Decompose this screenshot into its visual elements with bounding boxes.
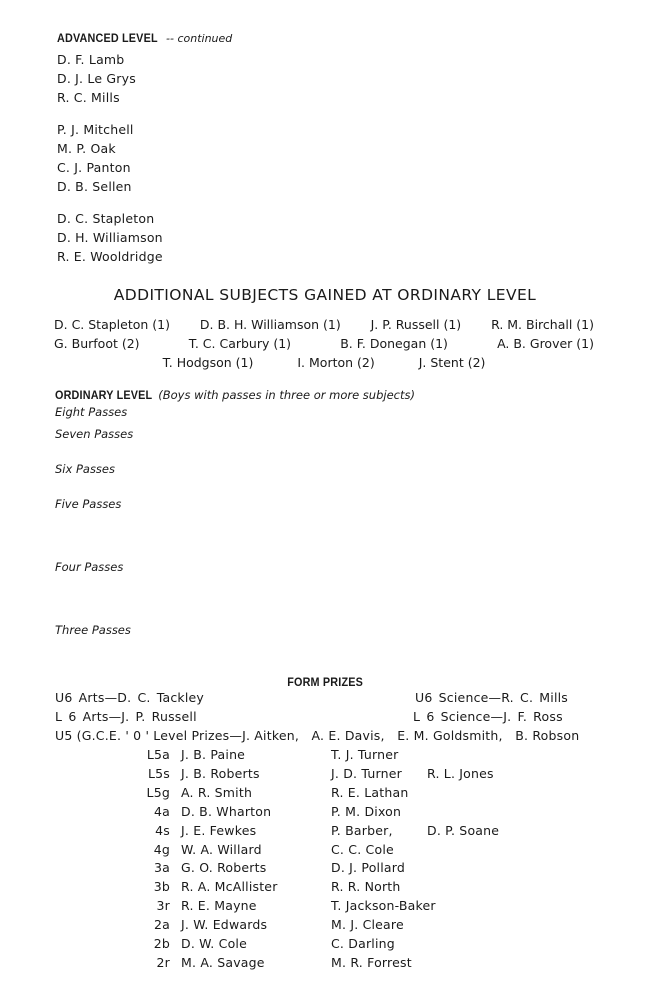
table-cell: J. B. Paine: [181, 747, 246, 762]
form-label: 4g: [153, 842, 170, 857]
list-item: G. Burfoot (2): [54, 336, 140, 351]
prize-u6-arts: U6 Arts—D. C. Tackley: [55, 690, 205, 705]
form-label: 3a: [153, 860, 170, 875]
ordinary-level-note: (Boys with passes in three or more subjects): [158, 388, 415, 402]
form-label: 3b: [153, 879, 170, 894]
category-three-passes: Three Passes: [55, 623, 131, 637]
form-prizes-heading-wrap: [0, 671, 650, 690]
table-cell: D. P. Soane: [427, 823, 500, 838]
prize-l6-arts: L 6 Arts—J. P. Russell: [55, 709, 197, 724]
advanced-level-heading: ADVANCED LEVEL -- continued: [57, 31, 233, 45]
list-item: A. B. Grover (1): [497, 336, 594, 351]
list-item: D. B. Sellen: [57, 179, 132, 194]
list-item: B. F. Donegan (1): [340, 336, 448, 351]
form-label: L5g: [146, 785, 170, 800]
table-cell: T. J. Turner: [331, 747, 399, 762]
list-item: D. C. Stapleton: [57, 211, 155, 226]
table-cell: M. A. Savage: [181, 955, 265, 970]
table-cell: M. R. Forrest: [331, 955, 412, 970]
table-cell: R. R. North: [331, 879, 401, 894]
ordinary-level-heading: ORDINARY LEVEL (Boys with passes in three or more subjects): [55, 388, 415, 402]
form-label: 4s: [155, 823, 170, 838]
list-item: C. J. Panton: [57, 160, 131, 175]
list-item: T. C. Carbury (1): [188, 336, 292, 351]
table-cell: R. E. Lathan: [331, 785, 409, 800]
table-cell: R. E. Mayne: [181, 898, 257, 913]
continued-label: -- continued: [166, 32, 233, 45]
prize-l6-science: L 6 Science—J. F. Ross: [413, 709, 563, 724]
table-cell: P. Barber,: [331, 823, 393, 838]
form-label: 3r: [156, 898, 170, 913]
table-cell: J. B. Roberts: [181, 766, 260, 781]
table-cell: C. Darling: [331, 936, 395, 951]
table-cell: G. O. Roberts: [181, 860, 267, 875]
table-cell: D. J. Pollard: [331, 860, 406, 875]
table-cell: A. R. Smith: [181, 785, 253, 800]
category-four-passes: Four Passes: [55, 560, 124, 574]
table-cell: C. C. Cole: [331, 842, 394, 857]
list-item: T. Hodgson (1): [162, 355, 254, 370]
table-cell: P. M. Dixon: [331, 804, 402, 819]
additional-row-3: [54, 355, 594, 370]
list-item: D. J. Le Grys: [57, 71, 136, 86]
prize-u5-gce: U5 (G.C.E. ' 0 ' Level Prizes—J. Aitken, A. E. Davis, E. M. Goldsmith, B. Robson: [55, 728, 580, 743]
table-cell: D. W. Cole: [181, 936, 247, 951]
table-cell: J. E. Fewkes: [181, 823, 257, 838]
additional-row-1: [54, 317, 594, 332]
form-label: 2r: [156, 955, 170, 970]
table-cell: W. A. Willard: [181, 842, 262, 857]
list-item: D. B. H. Williamson (1): [199, 317, 341, 332]
list-item: J. P. Russell (1): [370, 317, 462, 332]
form-prizes-heading: FORM PRIZES: [287, 675, 363, 689]
list-item: R. M. Birchall (1): [491, 317, 594, 332]
additional-subjects-heading: ADDITIONAL SUBJECTS GAINED AT ORDINARY LEVEL: [113, 286, 537, 304]
table-cell: J. D. Turner: [331, 766, 402, 781]
list-item: J. Stent (2): [418, 355, 486, 370]
category-five-passes: Five Passes: [55, 497, 122, 511]
list-item: R. C. Mills: [57, 90, 120, 105]
table-cell: R. A. McAllister: [181, 879, 278, 894]
category-eight-passes: Eight Passes: [55, 405, 128, 419]
table-cell: T. Jackson-Baker: [331, 898, 436, 913]
form-label: 4a: [153, 804, 170, 819]
list-item: D. F. Lamb: [57, 52, 125, 67]
form-label: 2b: [153, 936, 170, 951]
table-cell: D. B. Wharton: [181, 804, 272, 819]
prize-u6-science: U6 Science—R. C. Mills: [415, 690, 569, 705]
table-cell: M. J. Cleare: [331, 917, 404, 932]
table-cell: R. L. Jones: [427, 766, 494, 781]
category-six-passes: Six Passes: [55, 462, 115, 476]
table-cell: J. W. Edwards: [181, 917, 268, 932]
list-item: I. Morton (2): [297, 355, 375, 370]
form-label: 2a: [153, 917, 170, 932]
category-seven-passes: Seven Passes: [55, 427, 134, 441]
form-label: L5a: [146, 747, 170, 762]
additional-row-2: [54, 336, 594, 351]
list-item: P. J. Mitchell: [57, 122, 134, 137]
list-item: D. H. Williamson: [57, 230, 163, 245]
list-item: D. C. Stapleton (1): [54, 317, 170, 332]
form-label: L5s: [147, 766, 170, 781]
list-item: R. E. Wooldridge: [57, 249, 163, 264]
list-item: M. P. Oak: [57, 141, 116, 156]
